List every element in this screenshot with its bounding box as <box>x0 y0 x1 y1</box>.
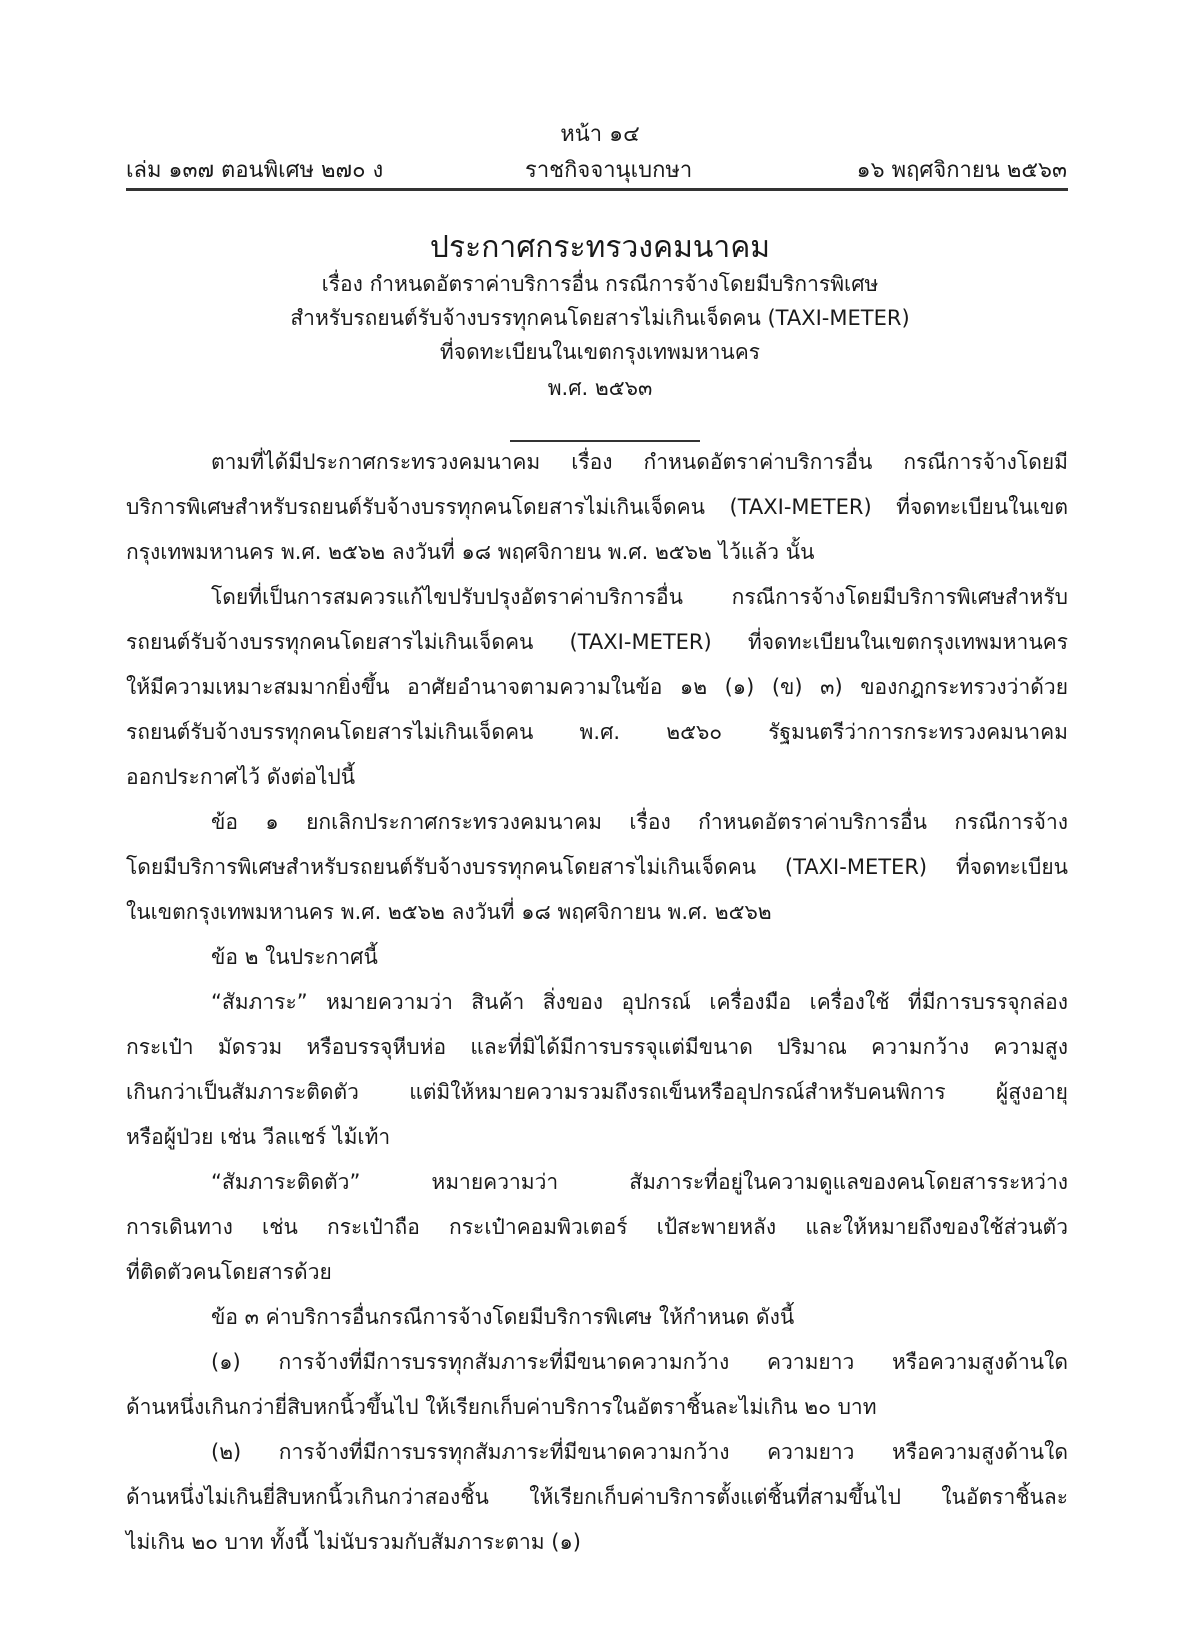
body-line: ออกประกาศไว้ ดังต่อไปนี้ <box>126 765 356 789</box>
header-rule <box>126 188 1068 191</box>
body-line: รถยนต์รับจ้างบรรทุกคนโดยสารไม่เกินเจ็ดคน พ.ศ. ๒๕๖๐ รัฐมนตรีว่าการกระทรวงคมนาคม <box>126 720 1068 744</box>
body-line: ให้มีความเหมาะสมมากยิ่งขึ้น อาศัยอำนาจตามความในข้อ ๑๒ (๑) (ข) ๓) ของกฎกระทรวงว่าด้วย <box>126 675 1068 699</box>
clause-2: ข้อ ๒ ในประกาศนี้ <box>211 945 378 969</box>
clause-3-item-2: (๒) การจ้างที่มีการบรรทุกสัมภาระที่มีขนาดความกว้าง ความยาว หรือความสูงด้านใด <box>211 1440 1068 1464</box>
gazette-date: ๑๖ พฤศจิกายน ๒๕๖๓ <box>856 158 1067 183</box>
body-line: ที่ติดตัวคนโดยสารด้วย <box>126 1260 332 1284</box>
body-line: โดยมีบริการพิเศษสำหรับรถยนต์รับจ้างบรรทุกคนโดยสารไม่เกินเจ็ดคน (TAXI-METER) ที่จดทะเบียน <box>126 855 1068 879</box>
page-number: หน้า ๑๔ <box>560 122 640 147</box>
announcement-year: พ.ศ. ๒๕๖๓ <box>547 376 653 400</box>
body-line: กรุงเทพมหานคร พ.ศ. ๒๕๖๒ ลงวันที่ ๑๘ พฤศจิกายน พ.ศ. ๒๕๖๒ ไว้แล้ว นั้น <box>126 540 815 564</box>
body-line: ด้านหนึ่งไม่เกินยี่สิบหกนิ้วเกินกว่าสองชิ้น ให้เรียกเก็บค่าบริการตั้งแต่ชิ้นที่สามขึ้นไป ในอัตราชิ้นละ <box>126 1485 1068 1509</box>
body-line: กระเป๋า มัดรวม หรือบรรจุหีบห่อ และที่มิได้มีการบรรจุแต่มีขนาด ปริมาณ ความกว้าง ความสูง <box>126 1035 1068 1059</box>
announcement-subject-line: สำหรับรถยนต์รับจ้างบรรทุกคนโดยสารไม่เกินเจ็ดคน (TAXI-METER) <box>290 306 910 330</box>
announcement-subject-line: ที่จดทะเบียนในเขตกรุงเทพมหานคร <box>439 340 761 364</box>
body-line: หรือผู้ป่วย เช่น วีลแชร์ ไม้เท้า <box>126 1125 391 1149</box>
body-line: ด้านหนึ่งเกินกว่ายี่สิบหกนิ้วขึ้นไป ให้เรียกเก็บค่าบริการในอัตราชิ้นละไม่เกิน ๒๐ บาท <box>126 1395 877 1419</box>
body-line: เกินกว่าเป็นสัมภาระติดตัว แต่มิให้หมายความรวมถึงรถเข็นหรืออุปกรณ์สำหรับคนพิการ ผู้สูงอายุ <box>126 1080 1068 1104</box>
gazette-volume-issue: เล่ม ๑๓๗ ตอนพิเศษ ๒๗๐ ง <box>126 158 384 183</box>
document-body <box>126 440 1068 1565</box>
announcement-title: ประกาศกระทรวงคมนาคม <box>429 230 771 265</box>
clause-3-item-1: (๑) การจ้างที่มีการบรรทุกสัมภาระที่มีขนาดความกว้าง ความยาว หรือความสูงด้านใด <box>211 1350 1068 1374</box>
definition-baggage: “สัมภาระ” หมายความว่า สินค้า สิ่งของ อุปกรณ์ เครื่องมือ เครื่องใช้ ที่มีการบรรจุกล่อง <box>211 990 1068 1014</box>
body-line: ในเขตกรุงเทพมหานคร พ.ศ. ๒๕๖๒ ลงวันที่ ๑๘ พฤศจิกายน พ.ศ. ๒๕๖๒ <box>126 900 772 924</box>
body-line: โดยที่เป็นการสมควรแก้ไขปรับปรุงอัตราค่าบริการอื่น กรณีการจ้างโดยมีบริการพิเศษสำหรับ <box>211 585 1068 609</box>
announcement-subject-line: เรื่อง กำหนดอัตราค่าบริการอื่น กรณีการจ้างโดยมีบริการพิเศษ <box>321 272 879 296</box>
body-line: การเดินทาง เช่น กระเป๋าถือ กระเป๋าคอมพิวเตอร์ เป้สะพายหลัง และให้หมายถึงของใช้ส่วนตัว <box>126 1215 1068 1239</box>
clause-1: ข้อ ๑ ยกเลิกประกาศกระทรวงคมนาคม เรื่อง กำหนดอัตราค่าบริการอื่น กรณีการจ้าง <box>211 810 1068 834</box>
body-line: ไม่เกิน ๒๐ บาท ทั้งนี้ ไม่นับรวมกับสัมภาระตาม (๑) <box>126 1530 581 1554</box>
body-line: บริการพิเศษสำหรับรถยนต์รับจ้างบรรทุกคนโดยสารไม่เกินเจ็ดคน (TAXI-METER) ที่จดทะเบียนในเขต <box>126 495 1068 519</box>
gazette-name: ราชกิจจานุเบกษา <box>525 158 693 183</box>
clause-3: ข้อ ๓ ค่าบริการอื่นกรณีการจ้างโดยมีบริการพิเศษ ให้กำหนด ดังนี้ <box>211 1305 795 1329</box>
body-line: ตามที่ได้มีประกาศกระทรวงคมนาคม เรื่อง กำหนดอัตราค่าบริการอื่น กรณีการจ้างโดยมี <box>211 450 1068 474</box>
body-line: รถยนต์รับจ้างบรรทุกคนโดยสารไม่เกินเจ็ดคน (TAXI-METER) ที่จดทะเบียนในเขตกรุงเทพมหานคร <box>126 630 1068 654</box>
definition-carry-on: “สัมภาระติดตัว” หมายความว่า สัมภาระที่อยู่ในความดูแลของคนโดยสารระหว่าง <box>211 1170 1068 1194</box>
